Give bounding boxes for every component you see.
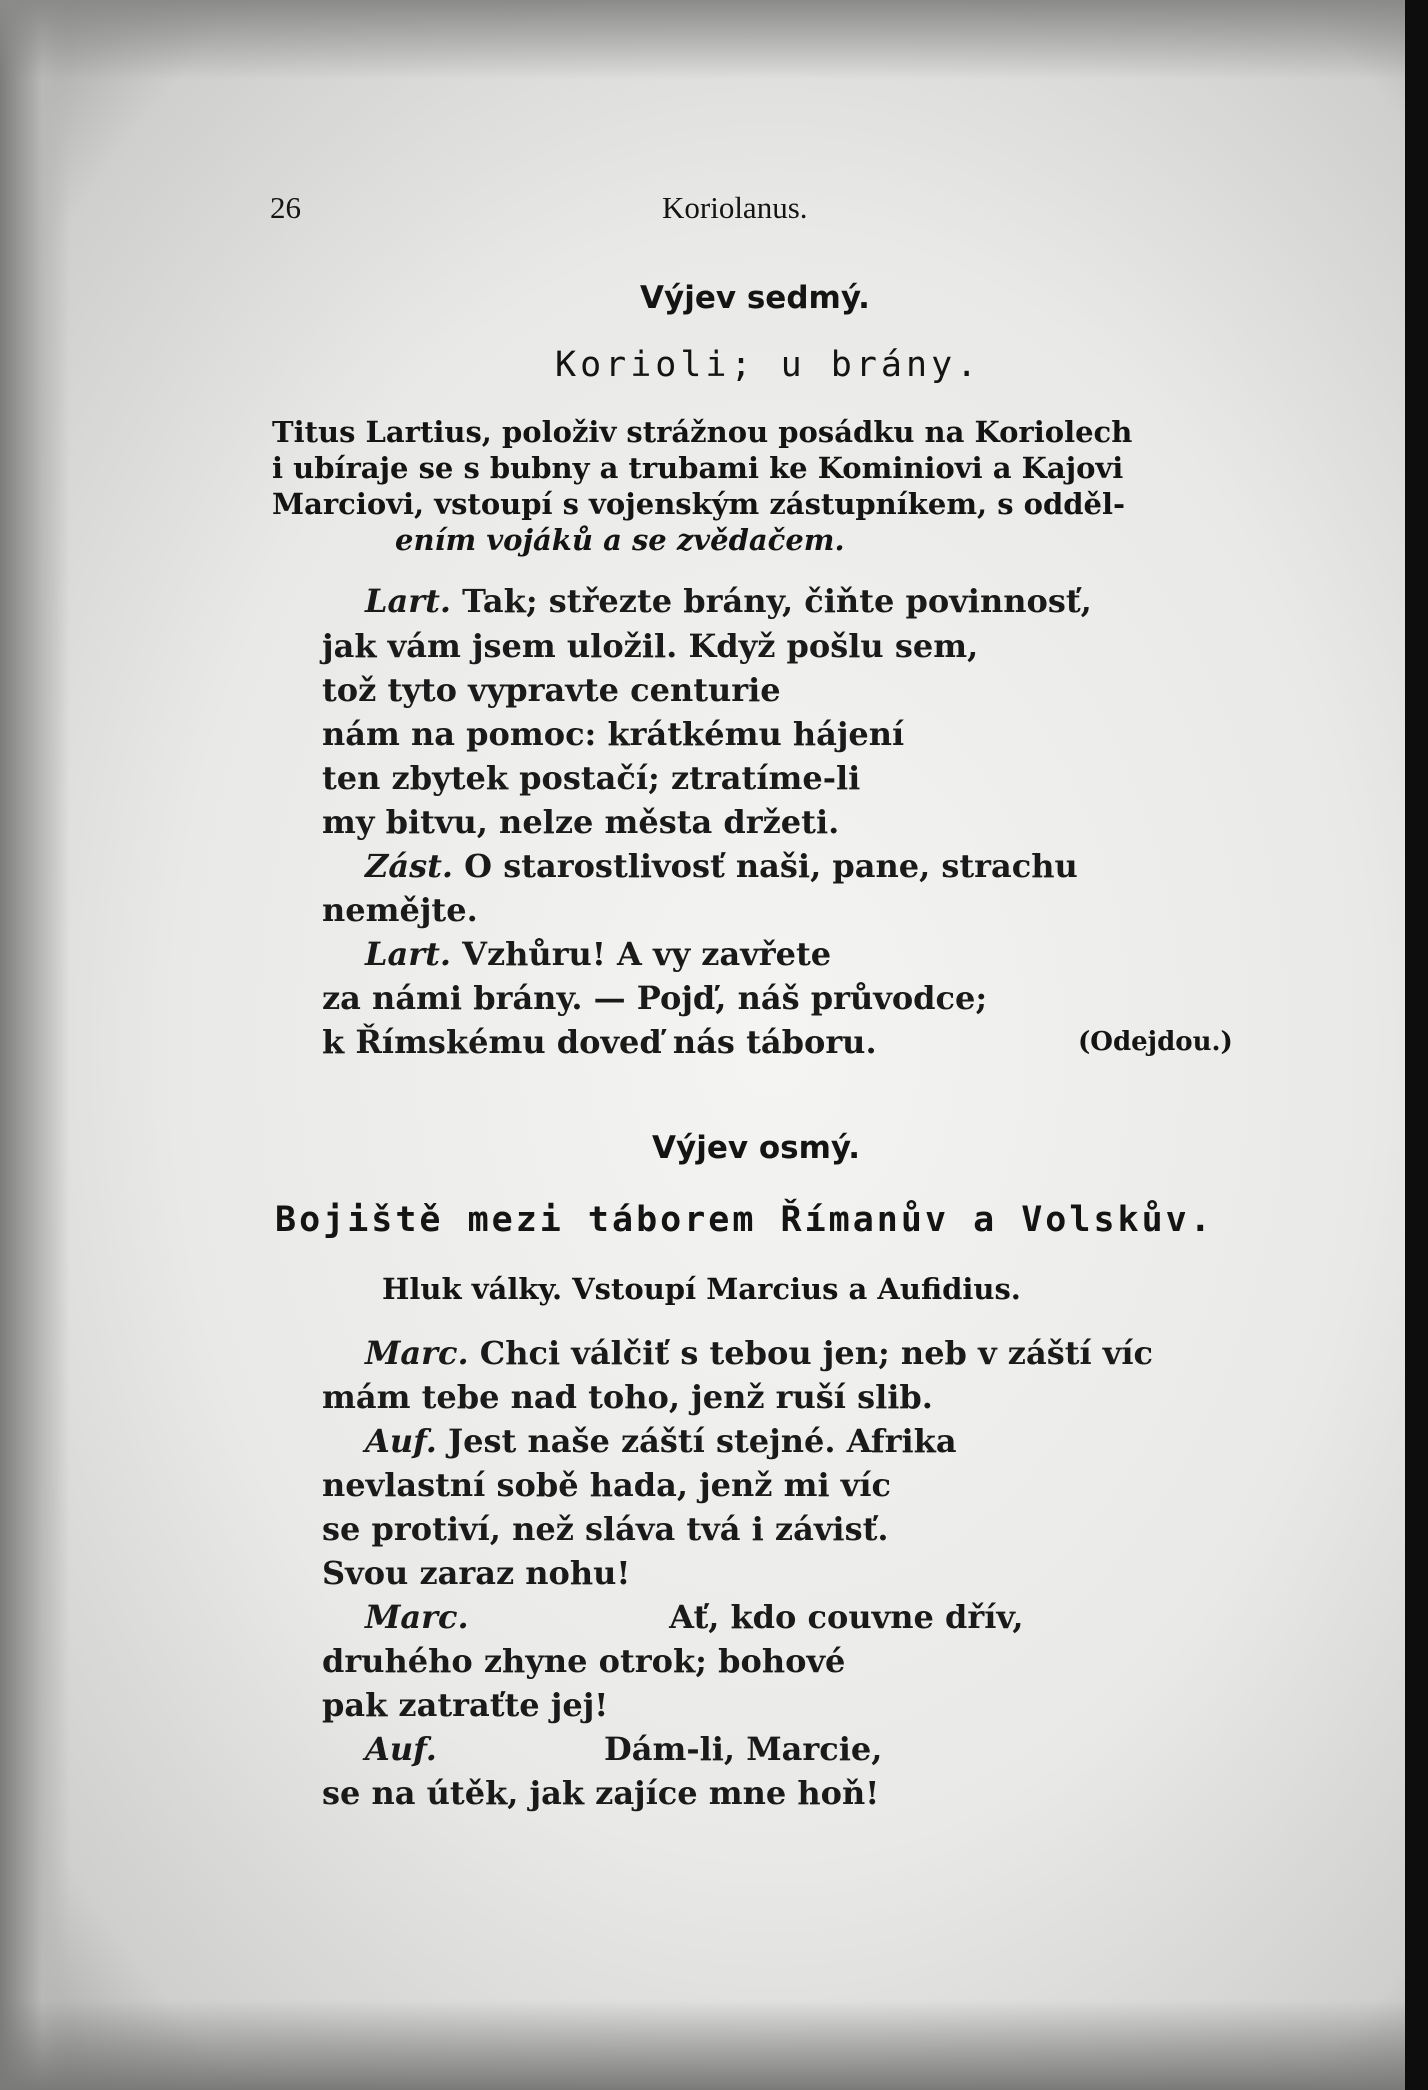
speaker-name: Auf.	[365, 1422, 437, 1460]
verse-text: pak zatraťte jej!	[322, 1686, 609, 1724]
verse-text: O starostlivosť naši, pane, strachu	[453, 847, 1078, 885]
scene-7-setting: Korioli; u brány.	[555, 345, 982, 385]
verse-line	[365, 1422, 957, 1460]
verse-text: jak vám jsem uložil. Když pošlu sem,	[322, 627, 979, 665]
verse-line	[322, 803, 839, 841]
page-shadow-top	[0, 0, 1405, 80]
page-shadow-bottom	[0, 2000, 1405, 2090]
verse-text: mám tebe nad toho, jenž ruší slib.	[322, 1378, 933, 1416]
verse-line	[365, 1598, 1024, 1636]
verse-line	[322, 979, 987, 1017]
verse-line	[322, 1023, 877, 1061]
verse-text: se na útěk, jak zajíce mne hoň!	[322, 1774, 880, 1812]
verse-line	[322, 671, 781, 709]
scene-8-setting: Bojiště mezi táborem Římanův a Volskův.	[275, 1200, 1214, 1240]
verse-text: Dám-li, Marcie,	[436, 1730, 883, 1768]
stage-line: i ubíraje se s bubny a trubami ke Kominiovi a Kajovi	[272, 451, 1124, 485]
verse-line	[365, 847, 1078, 885]
verse-text: k Římskému doveď nás táboru.	[322, 1023, 877, 1061]
verse-line	[365, 582, 1092, 620]
verse-line	[322, 759, 860, 797]
running-title: Koriolanus.	[662, 190, 808, 225]
verse-text: Vzhůru! A vy zavřete	[451, 935, 832, 973]
scene-8-title: Výjev osmý.	[652, 1130, 861, 1166]
speaker-name: Lart.	[365, 935, 452, 973]
verse-line	[322, 1774, 879, 1812]
verse-text: nám na pomoc: krátkému hájení	[322, 715, 905, 753]
verse-line	[365, 1730, 882, 1768]
verse-text: za námi brány. — Pojď, náš průvodce;	[322, 979, 988, 1017]
speaker-name: Marc.	[365, 1334, 469, 1372]
verse-line	[322, 1686, 608, 1724]
verse-text: ten zbytek postačí; ztratíme-li	[322, 759, 861, 797]
verse-line	[322, 891, 478, 929]
verse-line	[322, 715, 904, 753]
verse-line	[365, 935, 831, 973]
stage-line: ením vojáků a se zvědačem.	[395, 523, 845, 557]
speaker-name: Lart.	[365, 582, 452, 620]
verse-line	[322, 1642, 845, 1680]
scene-8-stage-direction: Hluk války. Vstoupí Marcius a Aufidius.	[382, 1272, 1021, 1306]
speaker-name: Auf.	[365, 1730, 437, 1768]
verse-text: Svou zaraz nohu!	[322, 1554, 631, 1592]
verse-text: my bitvu, nelze města držeti.	[322, 803, 840, 841]
scene-7-title: Výjev sedmý.	[640, 280, 870, 316]
verse-text: nemějte.	[322, 891, 478, 929]
verse-line	[322, 627, 978, 665]
verse-line	[322, 1378, 933, 1416]
speaker-name: Marc.	[365, 1598, 469, 1636]
verse-line	[322, 1510, 889, 1548]
verse-text: Chci válčiť s tebou jen; neb v záští víc	[468, 1334, 1154, 1372]
verse-text: se protiví, než sláva tvá i závisť.	[322, 1510, 889, 1548]
verse-text: Tak; střezte brány, čiňte povinnosť,	[451, 582, 1092, 620]
exit-direction: (Odejdou.)	[1078, 1027, 1233, 1057]
verse-line	[322, 1466, 891, 1504]
page-shadow-left	[0, 0, 70, 2090]
page-number: 26	[270, 190, 301, 225]
verse-line	[365, 1334, 1153, 1372]
book-spine-shadow	[1405, 0, 1428, 2090]
stage-line: Titus Lartius, položiv strážnou posádku na Koriolech	[272, 415, 1133, 449]
verse-text: druhého zhyne otrok; bohové	[322, 1642, 846, 1680]
speaker-name: Zást.	[365, 847, 454, 885]
verse-text: nevlastní sobě hada, jenž mi víc	[322, 1466, 891, 1504]
stage-line: Marciovi, vstoupí s vojenským zástupníkem, s odděl-	[272, 487, 1126, 521]
verse-text: tož tyto vypravte centurie	[322, 671, 781, 709]
verse-text: Ať, kdo couvne dřív,	[468, 1598, 1024, 1636]
verse-text: Jest naše záští stejné. Afrika	[436, 1422, 957, 1460]
verse-line	[322, 1554, 630, 1592]
